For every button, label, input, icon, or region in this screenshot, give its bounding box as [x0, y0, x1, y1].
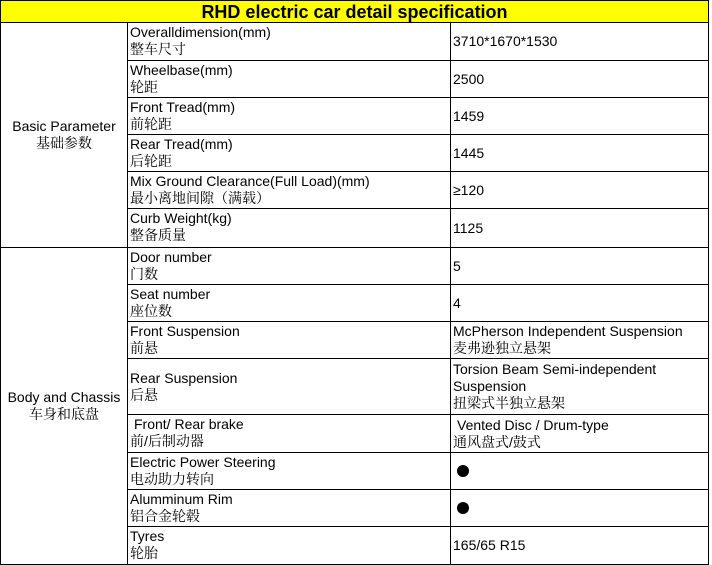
spec-label	[127, 452, 451, 490]
label-cn: 前轮距	[130, 116, 172, 132]
label-cn: 铝合金轮毂	[130, 508, 200, 524]
label-cn: 轮距	[130, 79, 158, 95]
label-cn: 电动助力转向	[130, 471, 214, 487]
label-cn: 前/后制动器	[130, 433, 204, 449]
label-cn: 整备质量	[130, 227, 186, 243]
spec-label	[127, 526, 451, 565]
label-cn: 座位数	[130, 303, 172, 319]
section-name-cn: 基础参数	[36, 135, 92, 151]
spec-label	[127, 358, 451, 415]
spec-label	[127, 489, 451, 527]
spec-label	[127, 284, 451, 322]
sheet-title: RHD electric car detail specification	[0, 0, 709, 23]
section-name-cn: 车身和底盘	[29, 406, 99, 422]
spec-value	[450, 414, 709, 453]
value-en: Vented Disc / Drum-type	[457, 416, 609, 433]
label-en: Front/ Rear brake	[134, 416, 244, 432]
label-en: Wheelbase(mm)	[130, 62, 233, 78]
spec-value: 1459	[450, 97, 709, 135]
label-cn: 后悬	[130, 386, 158, 403]
value-en: McPherson Independent Suspension	[453, 323, 683, 339]
value-cn: 麦弗逊独立悬架	[453, 340, 551, 356]
spec-value: 3710*1670*1530	[450, 22, 709, 61]
spec-label	[127, 414, 451, 453]
label-cn: 轮胎	[130, 545, 158, 561]
label-en: Seat number	[130, 286, 211, 302]
spec-label	[127, 321, 451, 359]
label-en: Rear Suspension	[130, 369, 238, 386]
spec-value: ≥120	[450, 171, 709, 209]
label-en: Door number	[130, 249, 212, 265]
label-en: Front Suspension	[130, 323, 240, 339]
section-body-and-chassis	[0, 247, 128, 565]
label-en: Overalldimension(mm)	[130, 24, 271, 40]
label-en: Mix Ground Clearance(Full Load)(mm)	[130, 173, 370, 189]
spec-value: 165/65 R15	[450, 526, 709, 565]
filled-dot-icon	[457, 465, 469, 477]
spec-value	[450, 489, 709, 527]
filled-dot-icon	[457, 502, 469, 514]
spec-label	[127, 60, 451, 98]
spec-label	[127, 247, 451, 285]
label-cn: 整车尺寸	[130, 41, 186, 57]
spec-label	[127, 208, 451, 248]
label-cn: 前悬	[130, 340, 158, 356]
spec-value: 4	[450, 284, 709, 322]
spec-label	[127, 97, 451, 135]
spec-label	[127, 171, 451, 209]
label-en: Electric Power Steering	[130, 454, 276, 470]
spec-value: 5	[450, 247, 709, 285]
section-name-en: Basic Parameter	[12, 118, 116, 134]
value-cn: 扭梁式半独立悬架	[453, 395, 565, 411]
label-cn: 最小离地间隙（满载）	[130, 190, 270, 206]
label-en: Alumminum Rim	[130, 491, 233, 507]
label-en: Curb Weight(kg)	[130, 210, 232, 226]
spec-label	[127, 134, 451, 172]
label-en: Front Tread(mm)	[130, 99, 236, 115]
spec-value	[450, 358, 709, 415]
label-en: Tyres	[130, 528, 165, 544]
spec-value	[450, 321, 709, 359]
label-en: Rear Tread(mm)	[130, 136, 233, 152]
spec-label	[127, 22, 451, 61]
spec-value: 2500	[450, 60, 709, 98]
value-cn: 通风盘式/鼓式	[453, 433, 541, 450]
spec-value: 1125	[450, 208, 709, 248]
label-cn: 门数	[130, 266, 158, 282]
section-basic-parameter	[0, 22, 128, 248]
section-name-en: Body and Chassis	[7, 389, 121, 405]
label-cn: 后轮距	[130, 153, 172, 169]
value-en: Torsion Beam Semi-independent Suspension	[453, 361, 657, 394]
spec-value: 1445	[450, 134, 709, 172]
spec-value	[450, 452, 709, 490]
